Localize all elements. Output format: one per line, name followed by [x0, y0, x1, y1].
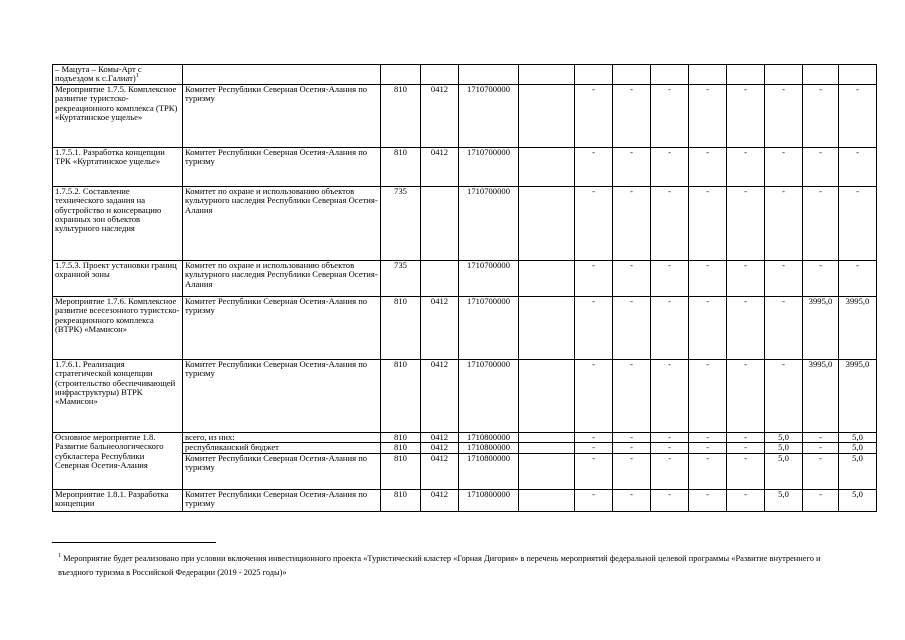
vr-cell	[519, 489, 575, 511]
measure-name: Мероприятие 1.7.6. Комплексное развитие всесезонного туристско-рекреационного комплекса (ВТРК) «Мамисон»	[55, 296, 180, 335]
value-cell: -	[839, 186, 877, 260]
grbs-cell	[381, 65, 421, 85]
measure-name: Мероприятие 1.7.5. Комплексное развитие туристско-рекреационного комплекса (ТРК) «Куртатинское ущелье»	[55, 84, 178, 123]
value-cell	[765, 65, 803, 85]
value-cell	[651, 65, 689, 85]
rz-cell	[421, 260, 459, 296]
grbs-cell: 810	[381, 443, 421, 453]
csr-cell: 1710800000	[459, 443, 519, 453]
grbs-cell: 810	[381, 432, 421, 442]
value-cell: 5,0	[839, 489, 877, 511]
value-cell: -	[575, 359, 613, 432]
value-cell: -	[839, 147, 877, 186]
footnote	[58, 552, 848, 580]
rz-cell: 0412	[421, 147, 459, 186]
value-cell: -	[765, 147, 803, 186]
value-cell: 5,0	[765, 432, 803, 442]
table-row	[53, 432, 877, 442]
value-cell: -	[613, 359, 651, 432]
value-cell: -	[575, 84, 613, 147]
csr-cell: 1710700000	[459, 84, 519, 147]
table-row	[53, 489, 877, 511]
value-cell: -	[839, 260, 877, 296]
rz-cell: 0412	[421, 296, 459, 359]
value-cell: -	[803, 453, 839, 489]
measure-name-cell: Основное мероприятие 1.8. Развитие бальнеологического субкластера Республики Северная Осетия-Алания	[53, 432, 183, 489]
value-cell: -	[689, 489, 727, 511]
value-cell: -	[765, 84, 803, 147]
grbs-cell: 810	[381, 147, 421, 186]
vr-cell	[519, 359, 575, 432]
rz-cell	[421, 65, 459, 85]
value-cell	[839, 65, 877, 85]
value-cell: -	[803, 443, 839, 453]
value-cell: -	[689, 432, 727, 442]
csr-cell	[459, 65, 519, 85]
grbs-cell: 735	[381, 186, 421, 260]
csr-cell: 1710700000	[459, 186, 519, 260]
value-cell: 3995,0	[839, 359, 877, 432]
value-cell: 5,0	[839, 443, 877, 453]
value-cell: -	[613, 296, 651, 359]
value-cell	[803, 65, 839, 85]
value-cell	[575, 65, 613, 85]
value-cell: -	[613, 453, 651, 489]
value-cell: -	[803, 147, 839, 186]
value-cell: -	[803, 489, 839, 511]
vr-cell	[519, 260, 575, 296]
value-cell: -	[803, 260, 839, 296]
value-cell: -	[689, 147, 727, 186]
value-cell	[727, 65, 765, 85]
value-cell: -	[651, 453, 689, 489]
value-cell: -	[575, 296, 613, 359]
table-row	[53, 296, 877, 359]
value-cell: -	[689, 443, 727, 453]
value-cell: 5,0	[839, 453, 877, 489]
value-cell: -	[727, 186, 765, 260]
rz-cell: 0412	[421, 443, 459, 453]
value-cell: -	[803, 432, 839, 442]
rz-cell: 0412	[421, 489, 459, 511]
value-cell: -	[613, 432, 651, 442]
value-cell: -	[651, 489, 689, 511]
rz-cell: 0412	[421, 359, 459, 432]
budget-table	[52, 64, 877, 512]
table-row	[53, 186, 877, 260]
measure-name-cell	[53, 296, 183, 359]
rz-cell	[421, 186, 459, 260]
value-cell: -	[575, 443, 613, 453]
value-cell: -	[689, 359, 727, 432]
value-cell: 3995,0	[839, 296, 877, 359]
footnote-text: Мероприятие будет реализовано при условии включения инвестиционного проекта «Туристический кластер «Горная Дигория» в перечень мероприятий федеральной целевой программы «Развитие внутреннего и въездного туризма в Российской Федерации (2019 - 2025 годы)»	[58, 554, 821, 577]
value-cell: -	[803, 84, 839, 147]
measure-name-cell	[53, 65, 183, 85]
value-cell: -	[613, 186, 651, 260]
value-cell: -	[689, 186, 727, 260]
value-cell: -	[613, 84, 651, 147]
executor-cell: Комитет по охране и использованию объектов культурного наследия Республики Северная Осетия-Алания	[183, 186, 381, 260]
value-cell: 3995,0	[803, 296, 839, 359]
value-cell: -	[575, 147, 613, 186]
measure-name-cell	[53, 84, 183, 147]
csr-cell: 1710800000	[459, 432, 519, 442]
value-cell: -	[575, 453, 613, 489]
value-cell: -	[651, 147, 689, 186]
vr-cell	[519, 432, 575, 442]
value-cell: -	[727, 432, 765, 442]
value-cell: -	[803, 186, 839, 260]
value-cell: -	[765, 260, 803, 296]
value-cell: -	[727, 260, 765, 296]
value-cell	[613, 65, 651, 85]
footnote-rule	[52, 542, 216, 543]
value-cell: -	[575, 186, 613, 260]
csr-cell: 1710800000	[459, 489, 519, 511]
measure-name: – Мацута – Комы-Арт с подъездом к с.Галиат)	[55, 64, 142, 84]
value-cell: -	[689, 260, 727, 296]
vr-cell	[519, 186, 575, 260]
value-cell: -	[575, 260, 613, 296]
executor-cell: Комитет Республики Северная Осетия-Алания по туризму	[183, 359, 381, 432]
grbs-cell: 810	[381, 296, 421, 359]
value-cell: -	[613, 489, 651, 511]
grbs-cell: 810	[381, 84, 421, 147]
rz-cell: 0412	[421, 432, 459, 442]
value-cell: 5,0	[765, 443, 803, 453]
value-cell: -	[727, 296, 765, 359]
vr-cell	[519, 296, 575, 359]
value-cell: -	[613, 260, 651, 296]
measure-name: 1.7.5.2. Составление технического задания на обустройство и консервацию охранных зон объектов культурного наследия	[55, 186, 162, 234]
value-cell	[689, 65, 727, 85]
value-cell: -	[689, 296, 727, 359]
value-cell: -	[651, 186, 689, 260]
value-cell: 5,0	[765, 453, 803, 489]
csr-cell: 1710700000	[459, 296, 519, 359]
rz-cell: 0412	[421, 84, 459, 147]
measure-name-cell	[53, 186, 183, 260]
executor-cell: Комитет Республики Северная Осетия-Алания по туризму	[183, 296, 381, 359]
measure-name: 1.7.5.3. Проект установки границ охранной зоны	[55, 260, 177, 280]
value-cell: 5,0	[765, 489, 803, 511]
vr-cell	[519, 443, 575, 453]
table-row	[53, 147, 877, 186]
table-row	[53, 65, 877, 85]
vr-cell	[519, 84, 575, 147]
measure-name: 1.7.6.1. Реализация стратегической концепции (строительство обеспечивающей инфраструктуры) ВТРК «Мамисон»	[55, 359, 176, 407]
value-cell: -	[839, 84, 877, 147]
executor-cell	[183, 65, 381, 85]
value-cell: -	[575, 489, 613, 511]
csr-cell: 1710700000	[459, 147, 519, 186]
value-cell: -	[727, 359, 765, 432]
executor-cell: Комитет Республики Северная Осетия-Алания по туризму	[183, 489, 381, 511]
value-cell: 3995,0	[803, 359, 839, 432]
footnote-ref: 1	[135, 73, 139, 80]
measure-name-cell	[53, 260, 183, 296]
value-cell: -	[689, 84, 727, 147]
executor-cell: всего, из них:	[183, 432, 381, 442]
value-cell: -	[765, 186, 803, 260]
value-cell: -	[613, 443, 651, 453]
csr-cell: 1710800000	[459, 453, 519, 489]
vr-cell	[519, 65, 575, 85]
measure-name-cell	[53, 147, 183, 186]
csr-cell: 1710700000	[459, 260, 519, 296]
table-row	[53, 359, 877, 432]
executor-cell: республиканский бюджет	[183, 443, 381, 453]
value-cell: -	[651, 84, 689, 147]
measure-name-cell: Мероприятие 1.8.1. Разработка концепции	[53, 489, 183, 511]
grbs-cell: 735	[381, 260, 421, 296]
executor-cell: Комитет по охране и использованию объектов культурного наследия Республики Северная Осетия-Алания	[183, 260, 381, 296]
value-cell: -	[613, 147, 651, 186]
grbs-cell: 810	[381, 453, 421, 489]
value-cell: -	[689, 453, 727, 489]
executor-cell: Комитет Республики Северная Осетия-Алания по туризму	[183, 453, 381, 489]
value-cell: -	[765, 359, 803, 432]
executor-cell: Комитет Республики Северная Осетия-Алания по туризму	[183, 147, 381, 186]
value-cell: -	[727, 453, 765, 489]
executor-cell: Комитет Республики Северная Осетия-Алания по туризму	[183, 84, 381, 147]
value-cell: -	[575, 432, 613, 442]
table-row	[53, 260, 877, 296]
csr-cell: 1710700000	[459, 359, 519, 432]
value-cell: -	[651, 359, 689, 432]
value-cell: 5,0	[839, 432, 877, 442]
value-cell: -	[727, 84, 765, 147]
grbs-cell: 810	[381, 359, 421, 432]
table-row	[53, 84, 877, 147]
vr-cell	[519, 453, 575, 489]
grbs-cell: 810	[381, 489, 421, 511]
vr-cell	[519, 147, 575, 186]
measure-name: 1.7.5.1. Разработка концепции ТРК «Куртатинское ущелье»	[55, 147, 165, 167]
value-cell: -	[651, 443, 689, 453]
value-cell: -	[727, 489, 765, 511]
value-cell: -	[651, 432, 689, 442]
value-cell: -	[727, 443, 765, 453]
value-cell: -	[727, 147, 765, 186]
table-body	[53, 65, 877, 512]
measure-name-cell	[53, 359, 183, 432]
value-cell: -	[765, 296, 803, 359]
value-cell: -	[651, 296, 689, 359]
footnote-marker: 1	[58, 553, 61, 560]
rz-cell: 0412	[421, 453, 459, 489]
value-cell: -	[651, 260, 689, 296]
